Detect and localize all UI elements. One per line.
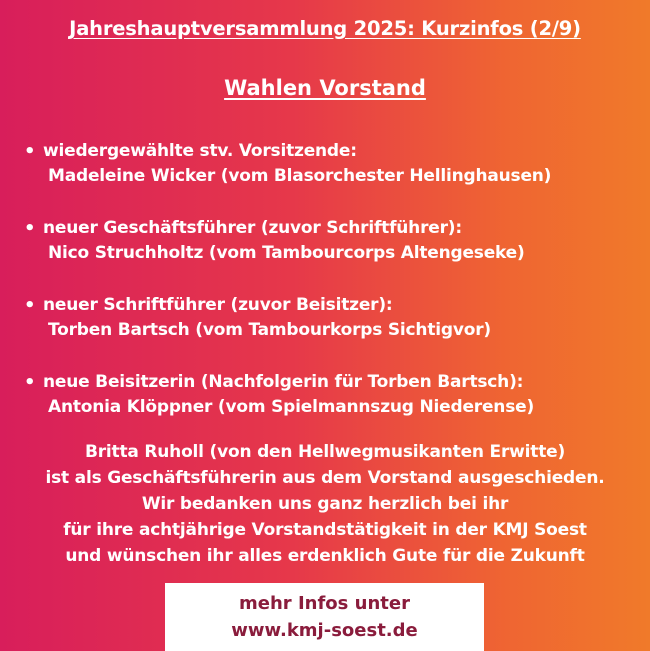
website-url: www.kmj-soest.de <box>231 620 418 641</box>
more-info-box <box>165 583 484 651</box>
list-item <box>20 293 640 370</box>
role-label: neue Beisitzerin (Nachfolgerin für Torben Bartsch): <box>43 372 524 392</box>
list-item <box>20 216 640 293</box>
bullet-icon: • <box>24 295 36 316</box>
person-name: Antonia Klöppner (vom Spielmannszug Niederense) <box>48 397 535 417</box>
person-name: Nico Struchholtz (vom Tambourcorps Altengeseke) <box>48 243 525 263</box>
role-label: wiedergewählte stv. Vorsitzende: <box>43 141 357 161</box>
farewell-line: Britta Ruholl (von den Hellwegmusikanten Erwitte) <box>84 442 566 462</box>
bullet-icon: • <box>24 141 36 162</box>
bullet-icon: • <box>24 372 36 393</box>
section-title: Wahlen Vorstand <box>224 76 426 100</box>
bullet-icon: • <box>24 218 36 239</box>
farewell-line: und wünschen ihr alles erdenklich Gute für die Zukunft <box>65 546 585 566</box>
list-item <box>20 139 640 216</box>
person-name: Torben Bartsch (vom Tambourkorps Sichtigvor) <box>48 320 491 340</box>
role-label: neuer Schriftführer (zuvor Beisitzer): <box>43 295 393 315</box>
page-title: Jahreshauptversammlung 2025: Kurzinfos (2/9) <box>69 17 581 40</box>
list-item <box>20 370 640 447</box>
farewell-message <box>0 439 650 569</box>
role-label: neuer Geschäftsführer (zuvor Schriftführer): <box>43 218 462 238</box>
election-results-list <box>20 139 640 447</box>
person-name: Madeleine Wicker (vom Blasorchester Hellinghausen) <box>48 166 552 186</box>
farewell-line: für ihre achtjährige Vorstandstätigkeit in der KMJ Soest <box>63 520 587 540</box>
farewell-line: ist als Geschäftsführerin aus dem Vorstand ausgeschieden. <box>45 468 605 488</box>
farewell-line: Wir bedanken uns ganz herzlich bei ihr <box>141 494 509 514</box>
more-info-label: mehr Infos unter <box>239 593 410 614</box>
